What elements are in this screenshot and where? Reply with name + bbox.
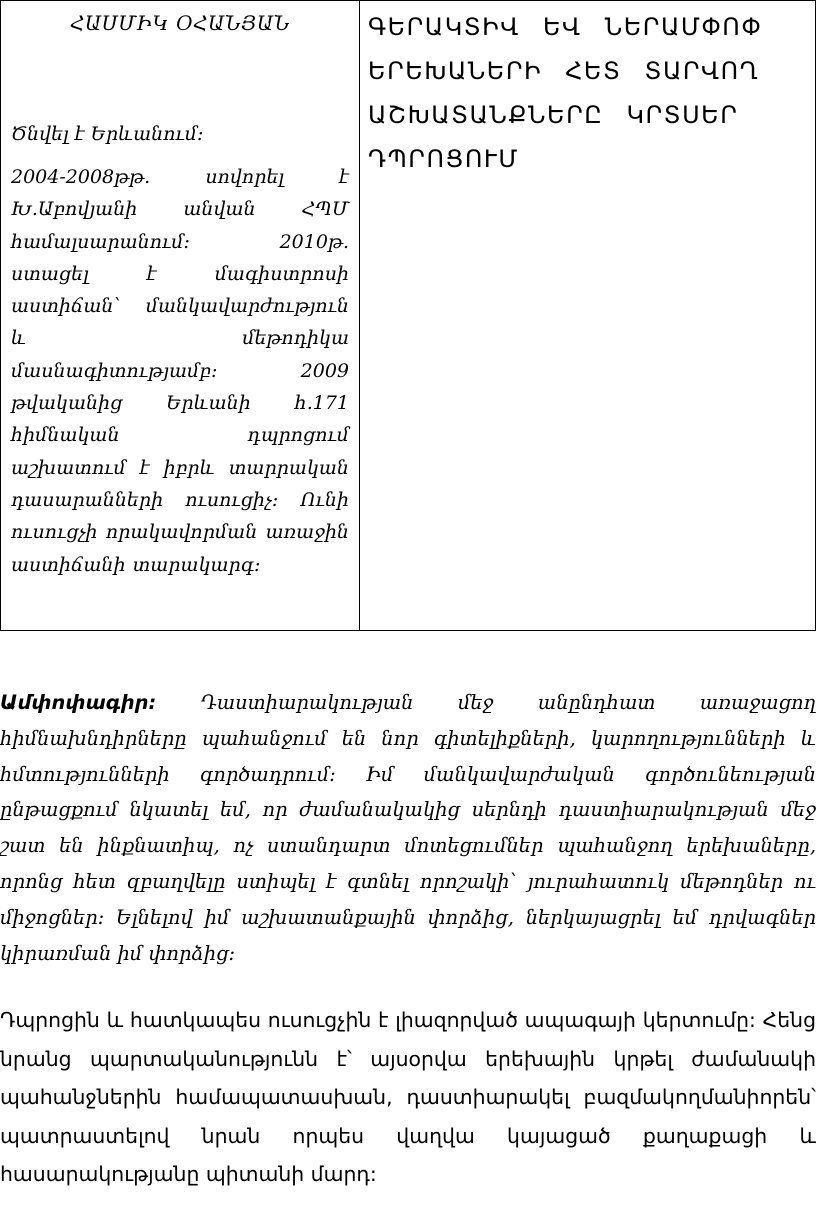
author-bio: 2004-2008թթ. սովորել է Խ.Աբովյանի անվան ՀՊՄ համալսարանում: 2010թ. ստացել է մագիստրոսի աստիճան՝ մանկավարժություն և մեթոդիկա մասնագիտությամբ: 2009 թվականից Երևանի հ.171 հիմնական դպրոցում աշխատում է իբրև տարրական դասարանների ուսուցիչ: Ունի ուսուցչի որակավորման առաջին աստիճանի տարակարգ:	[11, 166, 349, 576]
abstract-text: Դաստիարակության մեջ անընդհատ առաջացող հիմնախնդիրները պահանջում են նոր գիտելիքների, կարողությունների և հմտությունների գործադրում: Իմ մանկավարժական գործունեության ընթացքում նկատել եմ, որ ժամանակակից սերնդի դաստիարակության մեջ շատ են ինքնատիպ, ոչ ստանդարտ մոտեցումներ պահանջող երեխաները, որոնց հետ զբաղվելը ստիպել է գտնել որոշակի՝ յուրահատուկ մեթոդներ ու միջոցներ: Ելնելով իմ աշխատանքային փորձից, ներկայացրել եմ դրվագներ կիրառման իմ փորձից:	[0, 691, 816, 965]
abstract-label: Ամփոփագիր:	[0, 691, 157, 714]
body-paragraph: Դպրոցին և հատկապես ուսուցչին է լիազորված ապագայի կերտումը: Հենց նրանց պարտականությունն է՝ այսօրվա երեխային կրթել ժամանակի պահանջներին համապատասխան, դաստիարակել բազմակողմանիորեն՝ պատրաստելով նրան որպես վաղվա կայացած քաղաքացի և հասարակությանը պիտանի մարդ:	[0, 1008, 816, 1187]
title-cell	[360, 1, 816, 631]
author-cell	[1, 1, 360, 631]
author-name: ՀԱՍՄԻԿ ՕՀԱՆՅԱՆ	[70, 11, 290, 35]
abstract-paragraph	[0, 685, 816, 971]
article-title: ԳԵՐԱԿՏԻՎ ԵՎ ՆԵՐԱՄՓՈՓ ԵՐԵԽԱՆԵՐԻ ՀԵՏ ՏԱՐՎՈՂ ԱՇԽԱՏԱՆՔՆԵՐԸ ԿՐՏՍԵՐ ԴՊՐՈՑՈՒՄ	[368, 13, 763, 173]
author-birthplace: Ծնվել է Երևանում:	[11, 123, 204, 145]
